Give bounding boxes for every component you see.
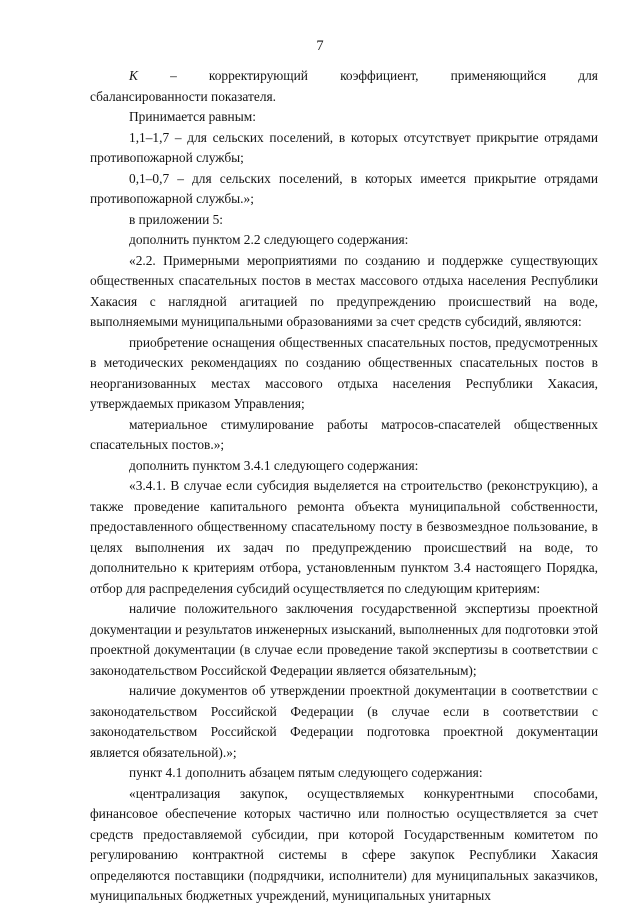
paragraph: «2.2. Примерными мероприятиями по созданию и поддержке существующих общественных спасательных постов в местах массового отдыха населения Республики Хакасия с наглядной агитацией по предупреждению происшествий на воде, выполняемыми муниципальными образованиями за счет средств субсидий, являются: — [90, 252, 598, 329]
paragraph: «3.4.1. В случае если субсидия выделяется на строительство (реконструкцию), а также проведение капитального ремонта объекта муниципальной собственности, предоставленного общественному спасательному посту в безвозмездное пользование, в целях выполнения их задач по предупреждению происшествий на воде, то дополнительно к критериям отбора, установленным пунктом 3.4 настоящего Порядка, отбор для распределения субсидий осуществляется по следующим критериям: — [90, 478, 598, 596]
paragraph: дополнить пунктом 2.2 следующего содержания: — [129, 232, 409, 247]
paragraph: дополнить пунктом 3.4.1 следующего содержания: — [129, 457, 419, 473]
paragraph: наличие документов об утверждении проектной документации в соответствии с законодательством Российской Федерации (в случае если в соответствии с законодательством Российской Федерации подготовка проектной документации является обязательной).»; — [90, 683, 598, 760]
coefficient-definition-continuation: сбалансированности показателя. — [90, 88, 277, 104]
page-number: 7 — [316, 38, 324, 54]
coefficient-symbol: K — [129, 68, 138, 83]
paragraph: Принимается равным: — [129, 109, 256, 124]
definition-word: корректирующий — [208, 68, 308, 83]
paragraph: пункт 4.1 дополнить абзацем пятым следующего содержания: — [129, 765, 483, 780]
paragraph: 1,1–1,7 – для сельских поселений, в которых отсутствует прикрытие отрядами противопожарной службы; — [90, 129, 598, 165]
definition-word: для — [578, 68, 598, 83]
paragraph: наличие положительного заключения государственной экспертизы проектной документации и результатов инженерных изысканий, выполненных для подготовки этой проектной документации (в случае если проведение такой экспертизы в соответствии с законодательством Российской Федерации является обязательным); — [90, 601, 598, 678]
coefficient-definition-line — [90, 66, 598, 87]
paragraph: материальное стимулирование работы матросов-спасателей общественных спасательных постов.»; — [90, 416, 598, 452]
paragraph: приобретение оснащения общественных спасательных постов, предусмотренных в методических рекомендациях по созданию общественных спасательных постов в неорганизованных местах массового отдыха населения Республики Хакасия, утверждаемых приказом Управления; — [90, 334, 598, 411]
definition-word: – — [170, 68, 177, 83]
definition-word: применяющийся — [450, 68, 547, 83]
definition-word: коэффициент, — [340, 68, 419, 83]
document-body — [90, 66, 598, 907]
paragraph: «централизация закупок, осуществляемых конкурентными способами, финансовое обеспечение которых частично или полностью осуществляется за счет средств предоставляемой субсидии, при которой Государственным комитетом по регулированию контрактной системы в сфере закупок Республики Хакасия определяются поставщики (подрядчики, исполнители) для муниципальных заказчиков, муниципальных бюджетных учреждений, муниципальных унитарных — [90, 785, 598, 903]
paragraph: в приложении 5: — [129, 211, 224, 227]
paragraph: 0,1–0,7 – для сельских поселений, в которых имеется прикрытие отрядами противопожарной службы.»; — [90, 170, 598, 206]
